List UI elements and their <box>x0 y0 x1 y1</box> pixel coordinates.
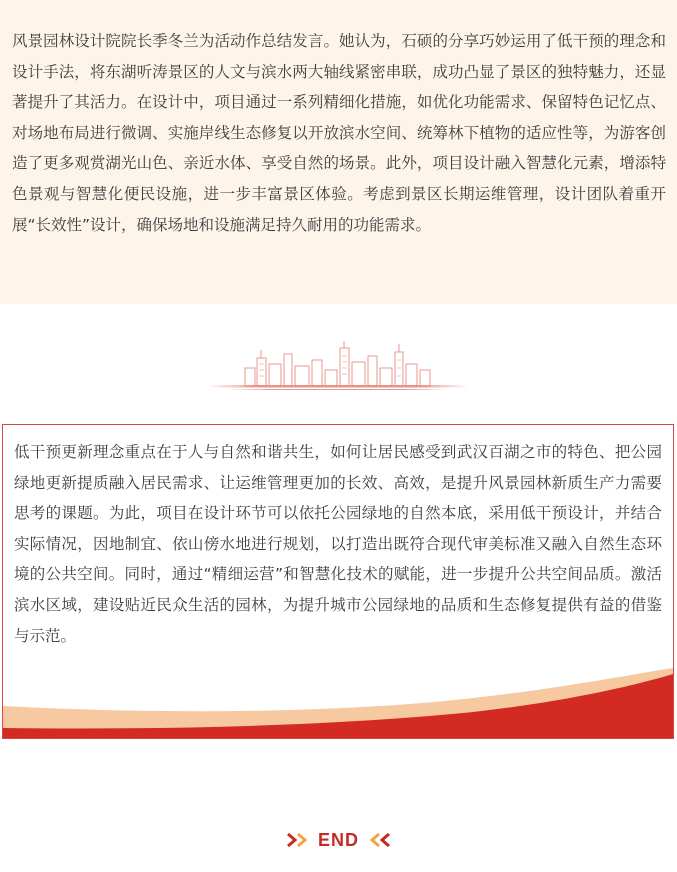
summary-block <box>0 0 677 304</box>
city-skyline-icon <box>207 338 469 394</box>
conclusion-card <box>2 424 674 739</box>
conclusion-paragraph: 低干预更新理念重点在于人与自然和谐共生，如何让居民感受到武汉百湖之市的特色、把公园绿地更新提质融入居民需求、让运维管理更加的长效、高效，是提升风景园林新质生产力需要思考的课题。为此，项目在设计环节可以依托公园绿地的自然本底，采用低干预设计，并结合实际情况，因地制宜、依山傍水地进行规划，以打造出既符合现代审美标准又融入自然生态环境的公共空间。同时，通过“精细运营”和智慧化技术的赋能，进一步提升公共空间品质。激活滨水区域，建设贴近民众生活的园林，为提升城市公园绿地的品质和生态修复提供有益的借鉴与示范。 <box>14 443 662 645</box>
summary-paragraph: 风景园林设计院院长季冬兰为活动作总结发言。她认为，石硕的分享巧妙运用了低干预的理念和设计手法，将东湖听涛景区的人文与滨水两大轴线紧密串联，成功凸显了景区的独特魅力，还显著提升了其活力。在设计中，项目通过一系列精细化措施，如优化功能需求、保留特色记忆点、对场地布局进行微调、实施岸线生态修复以开放滨水空间、统筹林下植物的适应性等，为游客创造了更多观赏湖光山色、亲近水体、享受自然的场景。此外，项目设计融入智慧化元素，增添特色景观与智慧化便民设施，进一步丰富景区体验。考虑到景区长期运维管理，设计团队着重开展“长效性”设计，确保场地和设施满足持久耐用的功能需求。 <box>12 32 666 234</box>
chevron-double-right-icon <box>286 832 310 848</box>
city-skyline-divider <box>207 338 469 394</box>
chevron-double-left-icon <box>367 832 391 848</box>
card-wave-decoration <box>3 668 673 738</box>
end-label: END <box>317 829 359 850</box>
end-marker <box>0 826 677 854</box>
